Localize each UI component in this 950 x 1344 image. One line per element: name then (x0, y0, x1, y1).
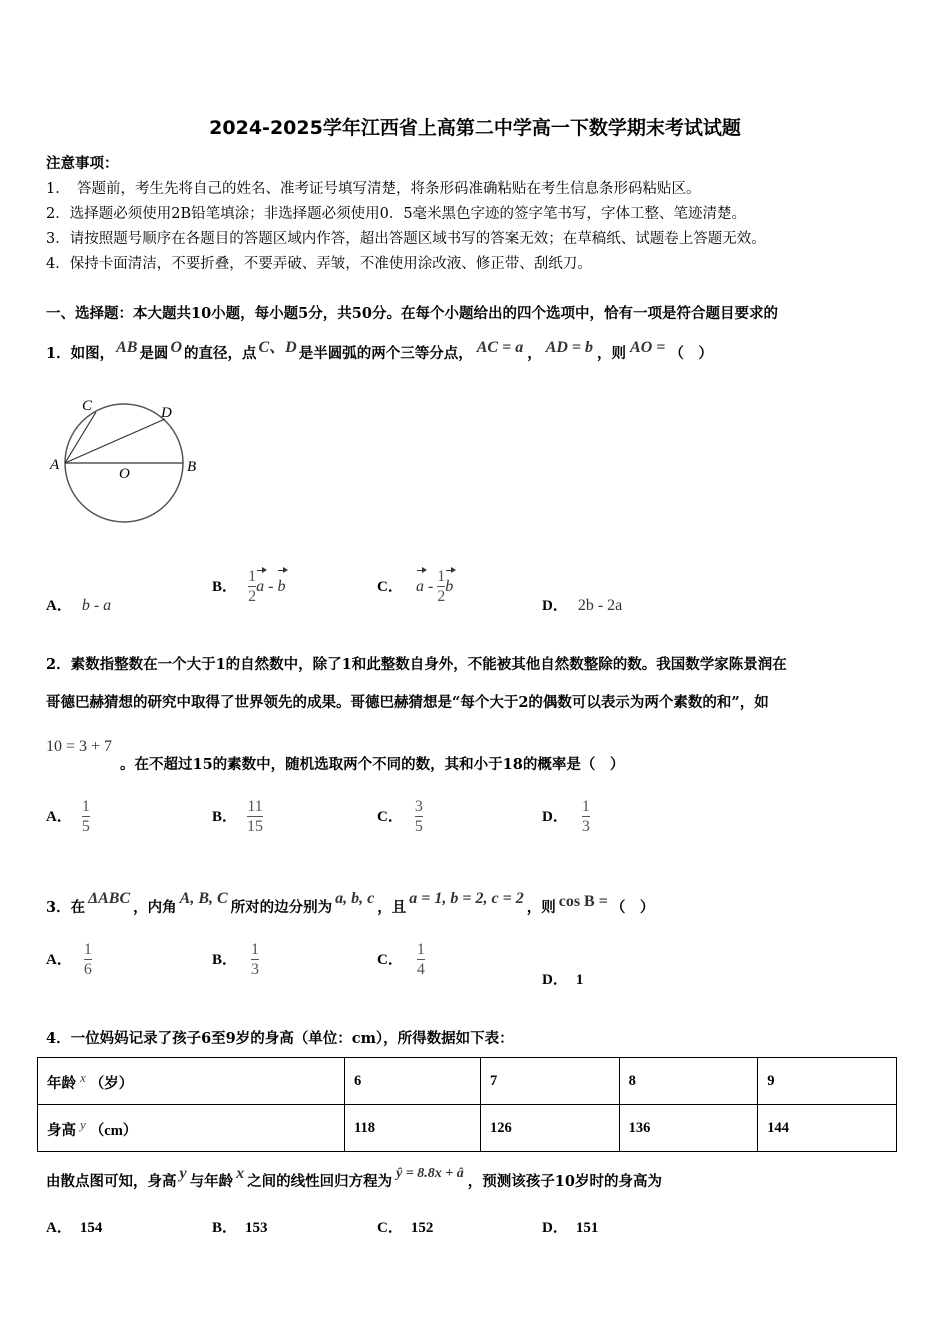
q3-option-c[interactable] (377, 941, 425, 978)
q1-math-cd: C、D (258, 339, 297, 356)
cell-label: 身高 (47, 1122, 76, 1139)
notice-item: 1． 答题前，考生先将自己的姓名、准考证号填写清楚，将条形码准确粘贴在考生信息条形码粘贴区。 (46, 181, 701, 197)
point-o-label: O (119, 466, 130, 482)
q3-paren: （ ） (610, 899, 655, 916)
q3-math-angles: A, B, C (179, 890, 228, 907)
table-cell: 7 (480, 1058, 619, 1105)
var-x: x (80, 1069, 86, 1085)
minus-sign: - (264, 578, 278, 595)
option-label: D． (542, 809, 568, 825)
notice-item: 3．请按照题号顺序在各题目的答题区域内作答，超出答题区域书写的答案无效；在草稿纸、试题卷上答题无效。 (46, 231, 766, 247)
option-label: C． (377, 579, 403, 595)
frac-den: 5 (81, 818, 90, 835)
frac-den: 2 (248, 588, 257, 605)
frac-den: 15 (247, 818, 264, 835)
chord-ad (65, 419, 165, 463)
q1-text: ，则 (597, 345, 627, 362)
table-row (38, 1058, 897, 1105)
option-frac (437, 568, 445, 605)
q2-line: 哥德巴赫猜想的研究中取得了世界领先的成果。哥德巴赫猜想是“每个大于2的偶数可以表示为两个素数的和”，如 (46, 694, 769, 711)
q3-stem (46, 890, 655, 917)
q4-option-c[interactable] (377, 1216, 433, 1237)
point-d-label: D (161, 405, 172, 421)
q1-text: 是圆 (139, 345, 169, 362)
frac-den: 4 (416, 961, 425, 978)
q1-math-ad: AD = b (545, 339, 594, 356)
q4-regression (46, 1165, 662, 1191)
point-b-label: B (187, 459, 197, 475)
option-frac (582, 798, 590, 835)
row-header-age (38, 1058, 345, 1105)
q3-math-values: a = 1, b = 2, c = 2 (409, 890, 524, 907)
table-cell: 8 (619, 1058, 758, 1105)
option-value: 152 (410, 1220, 434, 1236)
q4-option-d[interactable] (542, 1216, 598, 1237)
frac-bar (582, 816, 590, 817)
frac-bar (437, 586, 445, 587)
frac-num: 1 (83, 941, 92, 958)
q4-math-x: x (236, 1165, 245, 1182)
q2-line: 2．素数指整数在一个大于1的自然数中，除了1和此整数自身外，不能被其他自然数整除的数。我国数学家陈景润在 (46, 656, 787, 673)
option-label: D． (542, 972, 568, 988)
q1-option-a[interactable] (46, 594, 111, 615)
option-label: B． (212, 952, 238, 968)
frac-bar (84, 959, 92, 960)
point-a-label: A (50, 457, 60, 473)
page-title: 2024-2025学年江西省上高第二中学高一下数学期末考试试题 (209, 117, 741, 139)
frac-bar (415, 816, 423, 817)
q3-text: ，内角 (133, 899, 177, 916)
frac-num: 1 (437, 568, 446, 585)
option-value: 154 (79, 1220, 103, 1236)
option-label: C． (377, 809, 403, 825)
vector-a: a (256, 578, 265, 595)
q4-math-equation: ŷ = 8.8x + â (396, 1166, 464, 1181)
table-cell: 118 (345, 1105, 481, 1152)
q3-text: ，且 (377, 899, 407, 916)
option-frac (417, 941, 425, 978)
q3-num: 3．在 (46, 899, 86, 916)
table-cell: 9 (758, 1058, 897, 1105)
q3-math-triangle: ΔABC (88, 890, 131, 907)
option-value: 151 (575, 1220, 599, 1236)
q1-stem (46, 340, 713, 363)
frac-den: 6 (83, 961, 92, 978)
option-frac (84, 941, 92, 978)
q1-text: ， (527, 345, 542, 362)
frac-num: 11 (247, 798, 263, 815)
section-heading: 一、选择题：本大题共10小题，每小题5分，共50分。在每个小题给出的四个选项中，恰有一项是符合题目要求的 (46, 305, 778, 322)
q1-text: 是半圆弧的两个三等分点， (298, 345, 473, 362)
q4-option-a[interactable] (46, 1216, 102, 1237)
option-frac (82, 798, 90, 835)
q3-math-cos: cos B = (558, 893, 608, 910)
table-cell: 136 (619, 1105, 758, 1152)
q1-circle-figure (44, 392, 214, 532)
notice-item: 2．选择题必须使用2B铅笔填涂；非选择题必须使用0．5毫米黑色字迹的签字笔书写，字体工整、笔迹清楚。 (46, 206, 747, 222)
table-cell: 126 (480, 1105, 619, 1152)
option-label: C． (377, 952, 403, 968)
frac-den: 3 (581, 818, 590, 835)
frac-bar (82, 816, 90, 817)
option-frac (247, 798, 263, 835)
q1-math-ao: AO = (630, 339, 666, 356)
cell-unit: （岁） (89, 1075, 134, 1092)
q4-text: ，预测该孩子10岁时的身高为 (467, 1173, 662, 1190)
q2-math: 10 = 3 + 7 (46, 738, 113, 755)
frac-num: 1 (416, 941, 425, 958)
option-label: C． (377, 1220, 403, 1236)
point-c-label: C (82, 398, 93, 414)
frac-num: 1 (581, 798, 590, 815)
q1-paren: （ ） (669, 345, 713, 362)
frac-bar (417, 959, 425, 960)
table-cell: 144 (758, 1105, 897, 1152)
option-label: A． (46, 809, 72, 825)
q3-math-sides: a, b, c (335, 890, 375, 907)
q1-text: 的直径，点 (184, 345, 257, 362)
q3-option-b[interactable] (212, 941, 259, 978)
vector-b: b (445, 578, 454, 595)
q2-option-c[interactable] (377, 798, 423, 835)
option-frac (251, 941, 259, 978)
frac-den: 2 (437, 588, 446, 605)
q2-option-d[interactable] (542, 798, 590, 835)
option-expr: b - a (81, 597, 112, 614)
row-header-height (38, 1105, 345, 1152)
option-expr: 2b - 2a (577, 597, 623, 614)
frac-num: 1 (81, 798, 90, 815)
minus-sign: - (423, 578, 438, 595)
q4-stem: 4．一位妈妈记录了孩子6至9岁的身高（单位：cm），所得数据如下表： (46, 1030, 514, 1047)
option-label: B． (212, 809, 238, 825)
vector-a: a (415, 578, 424, 595)
notice-item: 4．保持卡面清洁，不要折叠，不要弄破、弄皱，不准使用涂改液、修正带、刮纸刀。 (46, 256, 592, 272)
option-label: A． (46, 598, 72, 614)
option-value: 153 (245, 1220, 268, 1236)
q1-option-b[interactable] (212, 568, 285, 605)
frac-num: 1 (251, 941, 260, 958)
option-label: B． (212, 579, 238, 595)
chord-ac (65, 412, 96, 463)
q1-option-c[interactable] (377, 568, 453, 605)
q1-math-ac: AC = a (476, 339, 524, 356)
frac-den: 5 (414, 818, 423, 835)
option-label: B． (212, 1220, 238, 1236)
q4-text: 由散点图可知，身高 (46, 1173, 177, 1190)
frac-bar (247, 816, 263, 817)
frac-bar (251, 959, 259, 960)
q1-math-o: O (170, 339, 182, 356)
vector-b: b (277, 578, 286, 595)
option-label: A． (46, 952, 72, 968)
q4-math-y: y (179, 1165, 187, 1182)
q1-option-d[interactable] (542, 594, 622, 615)
option-label: D． (542, 598, 568, 614)
frac-num: 1 (248, 568, 257, 585)
table-cell: 6 (345, 1058, 481, 1105)
option-frac (415, 798, 423, 835)
height-age-table (37, 1057, 897, 1152)
cell-label: 年龄 (47, 1075, 76, 1092)
q3-option-a[interactable] (46, 941, 92, 978)
table-row (38, 1105, 897, 1152)
q4-text: 之间的线性回归方程为 (247, 1173, 393, 1190)
q2-line: 。在不超过15的素数中，随机选取两个不同的数，其和小于18的概率是（ ） (120, 756, 625, 773)
option-frac (248, 568, 256, 605)
option-label: A． (46, 1220, 72, 1236)
q2-option-a[interactable] (46, 798, 90, 835)
frac-num: 3 (414, 798, 423, 815)
q3-option-d[interactable] (542, 968, 583, 989)
q1-math-ab: AB (116, 339, 138, 356)
q2-option-b[interactable] (212, 798, 263, 835)
var-y: y (80, 1116, 86, 1132)
notice-heading: 注意事项： (46, 155, 119, 172)
frac-bar (248, 586, 256, 587)
q1-num: 1．如图， (46, 345, 115, 362)
q4-text: 与年龄 (189, 1173, 234, 1190)
option-value: 1 (575, 972, 584, 988)
option-label: D． (542, 1220, 568, 1236)
frac-den: 3 (251, 961, 260, 978)
q3-text: ，则 (526, 899, 556, 916)
cell-unit: （cm） (89, 1122, 138, 1139)
q4-option-b[interactable] (212, 1216, 268, 1237)
q3-text: 所对的边分别为 (230, 899, 333, 916)
